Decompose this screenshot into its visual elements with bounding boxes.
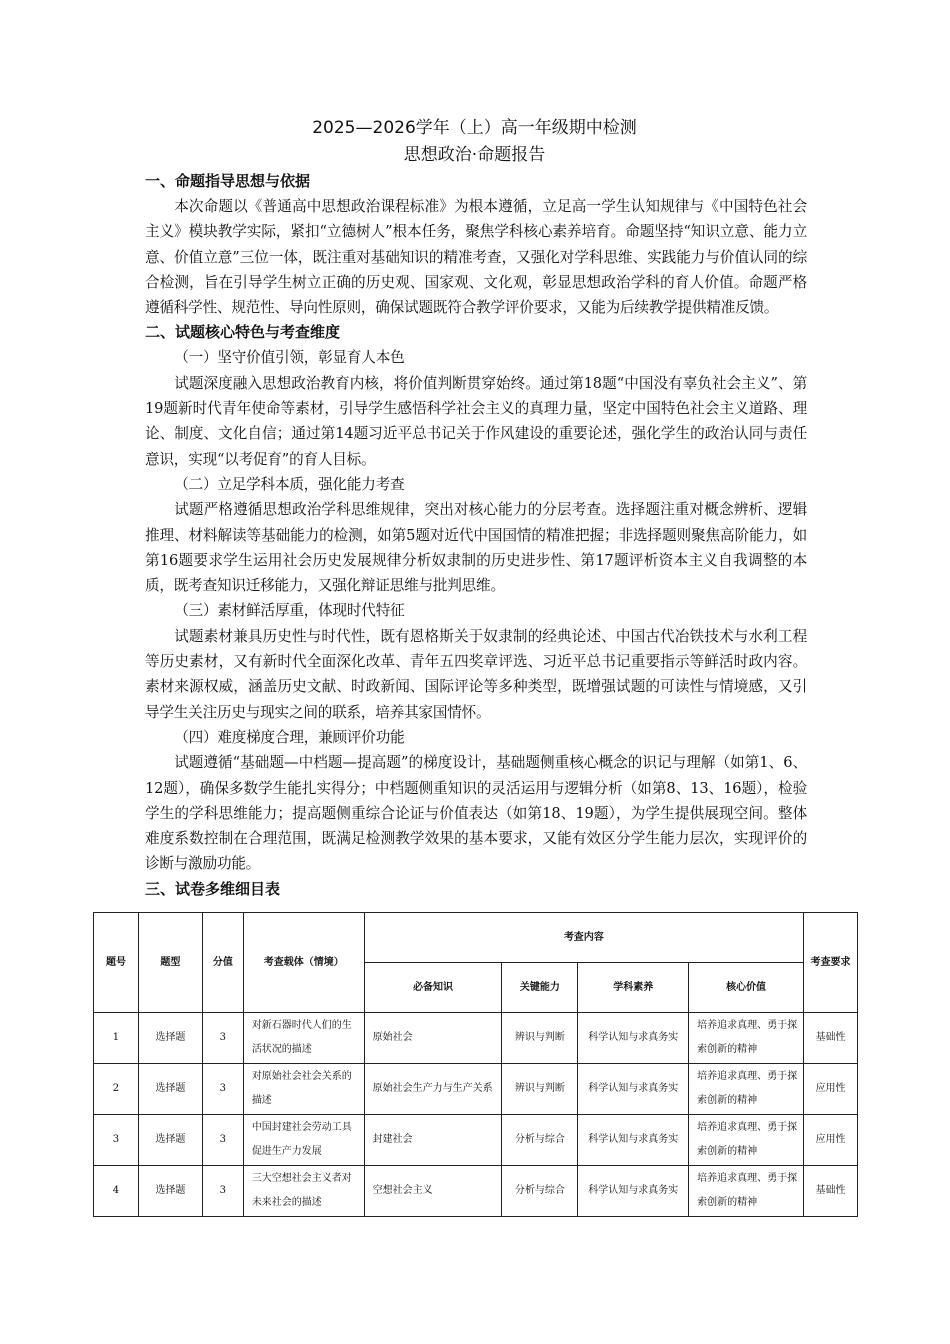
header-ability: 关键能力 [502, 963, 578, 1013]
cell-requirement: 基础性 [803, 1013, 857, 1064]
cell-no: 2 [94, 1064, 139, 1115]
header-score: 分值 [202, 913, 243, 1013]
header-type: 题型 [138, 913, 202, 1013]
cell-carrier: 三大空想社会主义者对未来社会的描述 [243, 1166, 364, 1217]
subsection-title: （三）素材鲜活厚重，体现时代特征 [174, 602, 405, 620]
subsection-title: （一）坚守价值引领，彰显育人本色 [174, 349, 405, 367]
specification-table [93, 912, 858, 1217]
cell-score: 3 [202, 1064, 243, 1115]
document-subtitle: 思想政治·命题报告 [403, 145, 546, 165]
cell-carrier: 对新石器时代人们的生活状况的描述 [243, 1013, 364, 1064]
subsection-title: （二）立足学科本质，强化能力考查 [174, 475, 405, 493]
paragraph: 本次命题以《普通高中思想政治课程标准》为根本遵循，立足高一学生认知规律与《中国特色社会主义》模块教学实际，紧扣“立德树人”根本任务，聚焦学科核心素养培育。命题坚持“知识立意、能力立意、价值立意”三位一体，既注重对基础知识的精准考查，又强化对学科思维、实践能力与价值认同的综合检测，旨在引导学生树立正确的历史观、国家观、文化观，彰显思想政治学科的育人价值。命题严格遵循科学性、规范性、导向性原则，确保试题既符合教学评价要求，又能为后续教学提供精准反馈。 [145, 198, 807, 317]
cell-no: 3 [94, 1115, 139, 1166]
cell-score: 3 [202, 1013, 243, 1064]
cell-requirement: 应用性 [803, 1064, 857, 1115]
paragraph: 试题素材兼具历史性与时代性，既有恩格斯关于奴隶制的经典论述、中国古代冶铁技术与水利工程等历史素材，又有新时代全面深化改革、青年五四奖章评选、习近平总书记重要指示等鲜活时政内容。素材来源权威，涵盖历史文献、时政新闻、国际评论等多种类型，既增强试题的可读性与情境感，又引导学生关注历史与现实之间的联系，培养其家国情怀。 [145, 627, 807, 721]
cell-knowledge: 原始社会生产力与生产关系 [364, 1064, 502, 1115]
subsection-title: （四）难度梯度合理，兼顾评价功能 [174, 728, 405, 746]
cell-ability: 分析与综合 [502, 1115, 578, 1166]
cell-carrier: 对原始社会社会关系的描述 [243, 1064, 364, 1115]
section-heading: 二、试题核心特色与考查维度 [145, 323, 341, 342]
cell-score: 3 [202, 1115, 243, 1166]
cell-no: 1 [94, 1013, 139, 1064]
table-row [94, 1166, 858, 1217]
cell-type: 选择题 [138, 1064, 202, 1115]
paragraph: 试题深度融入思想政治教育内核，将价值判断贯穿始终。通过第18题“中国没有辜负社会主义”、第19题新时代青年使命等素材，引导学生感悟科学社会主义的真理力量，坚定中国特色社会主义道路、理论、制度、文化自信；通过第14题习近平总书记关于作风建设的重要论述，强化学生的政治认同与责任意识，实现“以考促育”的育人目标。 [145, 374, 807, 468]
header-content: 考查内容 [364, 913, 803, 963]
cell-requirement: 基础性 [803, 1166, 857, 1217]
header-no: 题号 [94, 913, 139, 1013]
cell-literacy: 科学认知与求真务实 [578, 1013, 689, 1064]
section-heading: 三、试卷多维细目表 [145, 879, 281, 898]
cell-literacy: 科学认知与求真务实 [578, 1064, 689, 1115]
document-title: 2025—2026学年（上）高一年级期中检测 [312, 118, 637, 138]
cell-literacy: 科学认知与求真务实 [578, 1115, 689, 1166]
cell-no: 4 [94, 1166, 139, 1217]
cell-value: 培养追求真理、勇于探索创新的精神 [689, 1115, 804, 1166]
cell-knowledge: 原始社会 [364, 1013, 502, 1064]
document [145, 115, 807, 902]
section-heading: 一、命题指导思想与依据 [145, 172, 311, 190]
paragraph: 试题遵循“基础题—中档题—提高题”的梯度设计，基础题侧重核心概念的识记与理解（如第1、6、12题），确保多数学生能扎实得分；中档题侧重知识的灵活运用与逻辑分析（如第8、13、16题），检验学生的学科思维能力；提高题侧重综合论证与价值表达（如第18、19题），为学生提供展现空间。整体难度系数控制在合理范围，既满足检测教学效果的基本要求，又能有效区分学生能力层次，实现评价的诊断与激励功能。 [145, 754, 807, 873]
header-knowledge: 必备知识 [364, 963, 502, 1013]
cell-carrier: 中国封建社会劳动工具促进生产力发展 [243, 1115, 364, 1166]
cell-type: 选择题 [138, 1166, 202, 1217]
cell-requirement: 应用性 [803, 1115, 857, 1166]
header-carrier: 考查载体（情境） [243, 913, 364, 1013]
cell-type: 选择题 [138, 1013, 202, 1064]
cell-type: 选择题 [138, 1115, 202, 1166]
cell-knowledge: 空想社会主义 [364, 1166, 502, 1217]
cell-value: 培养追求真理、勇于探索创新的精神 [689, 1013, 804, 1064]
table-row [94, 1013, 858, 1064]
table-row [94, 1064, 858, 1115]
cell-ability: 辨识与判断 [502, 1064, 578, 1115]
cell-value: 培养追求真理、勇于探索创新的精神 [689, 1064, 804, 1115]
paragraph: 试题严格遵循思想政治学科思维规律，突出对核心能力的分层考查。选择题注重对概念辨析、逻辑推理、材料解读等基础能力的检测，如第5题对近代中国国情的精准把握；非选择题则聚焦高阶能力，如第16题要求学生运用社会历史发展规律分析奴隶制的历史进步性、第17题评析资本主义自我调整的本质，既考查知识迁移能力，又强化辩证思维与批判思维。 [145, 501, 807, 595]
header-requirement: 考查要求 [803, 913, 857, 1013]
header-value: 核心价值 [689, 963, 804, 1013]
cell-value: 培养追求真理、勇于探索创新的精神 [689, 1166, 804, 1217]
cell-score: 3 [202, 1166, 243, 1217]
cell-knowledge: 封建社会 [364, 1115, 502, 1166]
cell-literacy: 科学认知与求真务实 [578, 1166, 689, 1217]
cell-ability: 分析与综合 [502, 1166, 578, 1217]
header-literacy: 学科素养 [578, 963, 689, 1013]
table-row [94, 1115, 858, 1166]
cell-ability: 辨识与判断 [502, 1013, 578, 1064]
